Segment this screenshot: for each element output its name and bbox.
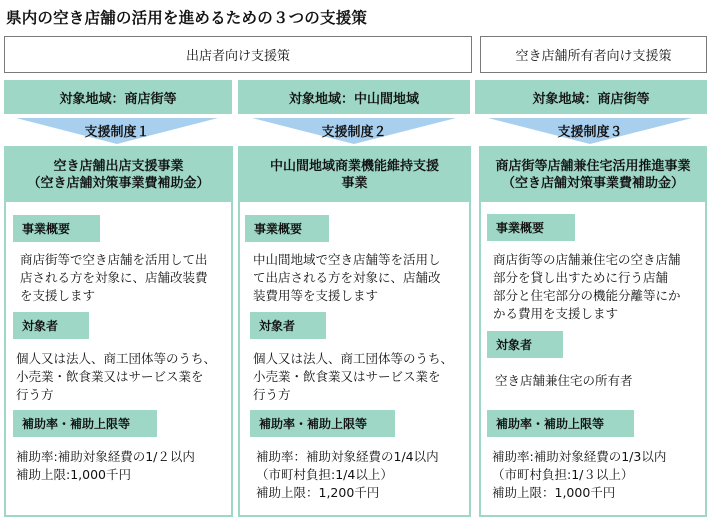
rate-text-1 xyxy=(16,448,195,484)
owner-support-header xyxy=(480,36,707,73)
text-line: 部分を貸し出すために行う店舗 xyxy=(493,270,669,285)
tenant-support-label: 出店者向け支援策 xyxy=(185,49,290,64)
program-title-line: （空き店舗対策事業費補助金） xyxy=(27,176,210,191)
text-line: 補助上限：1,200千円 xyxy=(256,485,380,500)
region-bar-2 xyxy=(238,80,470,114)
text-line: 装費用等を支援します xyxy=(253,288,379,303)
text-line: 補助率:補助対象経費の1/２以内 xyxy=(16,449,195,464)
target-label-3: 対象者 xyxy=(487,331,563,358)
text-line: （市町村負担:1/4以上） xyxy=(256,467,393,482)
text-line: 中山間地域で空き店舗等を活用し xyxy=(253,252,441,267)
text-line: 補助率:補助対象経費の1/3以内 xyxy=(492,449,667,464)
target-label-1: 対象者 xyxy=(13,312,89,339)
program-title-line: （空き店舗対策事業費補助金） xyxy=(501,176,684,191)
text-line: て出店される方を対象に、店舗改 xyxy=(253,270,441,285)
target-label-2: 対象者 xyxy=(250,312,326,339)
text-line: 小売業・飲食業又はサービス業を xyxy=(16,369,204,384)
overview-label-1: 事業概要 xyxy=(13,215,100,242)
region-bar-3 xyxy=(475,80,707,114)
support-system-label-1: 支援制度１ xyxy=(84,125,150,140)
text-line: 小売業・飲食業又はサービス業を xyxy=(253,369,441,384)
page-title: 県内の空き店舗の活用を進めるための３つの支援策 xyxy=(6,9,368,27)
overview-text-1 xyxy=(20,251,208,305)
region-label-1: 対象地域：商店街等 xyxy=(59,91,177,107)
rate-label-3: 補助率・補助上限等 xyxy=(487,410,634,437)
rate-label-1: 補助率・補助上限等 xyxy=(13,410,157,437)
text-line: （市町村負担:1/３以上） xyxy=(492,467,634,482)
program-title-line: 中山間地域商業機能維持支援 xyxy=(269,159,439,174)
support-system-label-3: 支援制度３ xyxy=(557,125,623,140)
program-title-3 xyxy=(481,148,705,202)
text-line: 店される方を対象に、店舗改装費 xyxy=(20,270,208,285)
text-line: を支援します xyxy=(20,288,96,303)
program-title-line: 事業 xyxy=(341,176,368,191)
target-text-3 xyxy=(495,372,633,390)
overview-label-2: 事業概要 xyxy=(245,215,329,242)
text-line: 補助率：補助対象経費の1/4以内 xyxy=(256,449,439,464)
rate-text-2 xyxy=(256,448,439,502)
overview-text-2 xyxy=(253,251,441,305)
owner-support-label: 空き店舗所有者向け支援策 xyxy=(515,49,672,64)
text-line: 部分と住宅部分の機能分離等にか xyxy=(493,288,681,303)
overview-label-3: 事業概要 xyxy=(487,214,575,241)
program-title-1 xyxy=(6,148,231,202)
text-line: 補助上限:1,000千円 xyxy=(16,467,131,482)
text-line: 行う方 xyxy=(16,387,54,402)
text-line: かる費用を支援します xyxy=(493,306,619,321)
text-line: 個人又は法人、商工団体等のうち、 xyxy=(253,351,454,366)
text-line: 個人又は法人、商工団体等のうち、 xyxy=(16,351,217,366)
region-label-3: 対象地域：商店街等 xyxy=(532,91,650,107)
text-line: 商店街等の店舗兼住宅の空き店舗 xyxy=(493,252,681,267)
target-text-2 xyxy=(253,350,453,404)
region-bar-1 xyxy=(4,80,232,114)
rate-text-3 xyxy=(492,448,666,502)
program-title-2 xyxy=(240,148,469,202)
text-line: 商店街等で空き店舗を活用して出 xyxy=(20,252,208,267)
text-line: 行う方 xyxy=(253,387,291,402)
program-title-line: 商店街等店舗兼住宅活用推進事業 xyxy=(495,159,691,174)
text-line: 補助上限：1,000千円 xyxy=(492,485,616,500)
region-label-2: 対象地域：中山間地域 xyxy=(288,91,419,107)
target-text-1 xyxy=(16,350,216,404)
rate-label-2: 補助率・補助上限等 xyxy=(250,410,395,437)
tenant-support-header xyxy=(4,36,472,73)
support-system-label-2: 支援制度２ xyxy=(321,125,387,140)
text-line: 空き店舗兼住宅の所有者 xyxy=(495,373,633,388)
program-title-line: 空き店舗出店支援事業 xyxy=(53,159,184,174)
overview-text-3 xyxy=(493,251,681,323)
